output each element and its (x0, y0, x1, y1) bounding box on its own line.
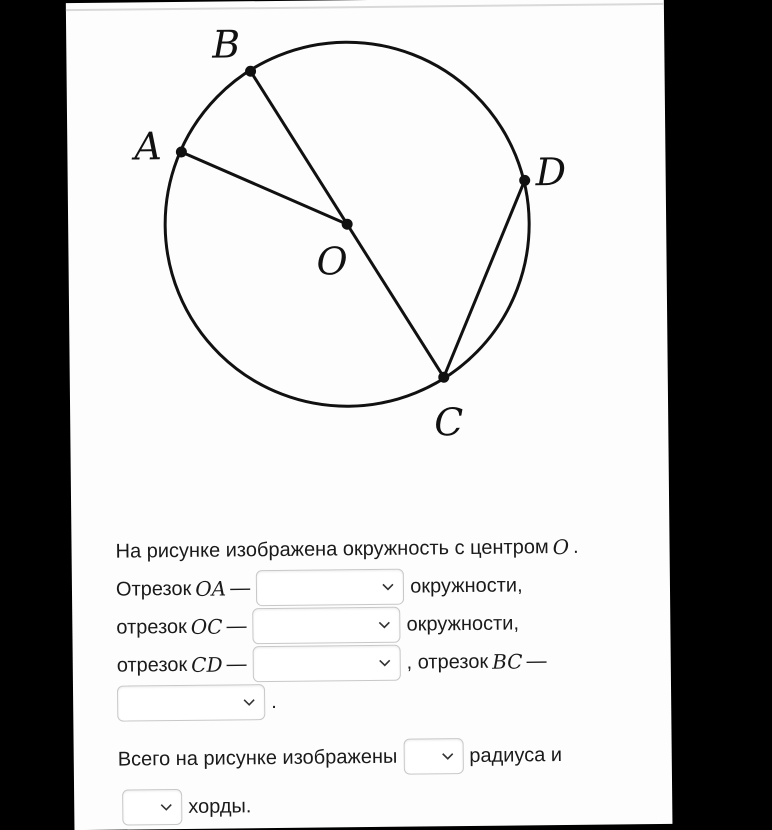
dash: — (226, 653, 247, 676)
segment-cd (442, 180, 527, 377)
dropdown-radius-count[interactable] (403, 738, 463, 775)
chevron-down-icon (242, 695, 256, 709)
radius-word: радиуса и (469, 744, 563, 767)
dash: — (226, 615, 247, 638)
circle-word: окружности, (406, 612, 520, 636)
text-line-3 (116, 603, 656, 647)
text-line-6 (118, 735, 658, 779)
text-line-7 (118, 783, 658, 827)
chord-word: хорды. (188, 795, 252, 818)
segment-word: отрезок (116, 615, 187, 639)
segment-oa (181, 150, 347, 226)
center-label: O (552, 534, 570, 560)
chevron-down-icon (377, 618, 391, 632)
dropdown-chord-count[interactable] (122, 789, 182, 826)
label-d: D (535, 149, 567, 195)
segment-word: отрезок (116, 653, 188, 677)
segment-cd-label: CD (191, 652, 223, 677)
dropdown-cd[interactable] (252, 645, 400, 683)
text-line-1 (115, 527, 655, 571)
segment-bc-label: BC (492, 649, 523, 674)
total-text: Всего на рисунке изображены (117, 745, 398, 771)
period: . (572, 535, 579, 558)
circle-word: окружности, (410, 574, 523, 598)
label-o: O (316, 239, 348, 284)
text-line-5 (117, 679, 657, 723)
point-d (519, 175, 530, 186)
text-line-2 (116, 565, 656, 609)
dropdown-bc[interactable] (117, 684, 265, 722)
label-c: C (434, 400, 464, 445)
task-card (66, 0, 673, 830)
segment-oc-label: OC (190, 614, 223, 639)
label-b: B (212, 22, 241, 67)
dash: — (230, 577, 251, 600)
chevron-down-icon (440, 749, 454, 763)
dropdown-oc[interactable] (252, 607, 400, 645)
segment-word: , отрезок (406, 650, 489, 674)
period: . (271, 690, 277, 714)
label-a: A (134, 124, 163, 169)
chevron-down-icon (377, 656, 391, 670)
segment-oa-label: OA (195, 576, 227, 601)
text-line-4 (117, 641, 657, 685)
segment-word: Отрезок (115, 577, 192, 601)
dash: — (526, 650, 547, 673)
dropdown-oa[interactable] (256, 569, 404, 607)
chevron-down-icon (381, 580, 395, 594)
question-text (115, 527, 658, 827)
intro-text: На рисунке изображена окружность с центром (115, 536, 549, 563)
chevron-down-icon (159, 800, 173, 814)
circle-figure (66, 0, 669, 473)
